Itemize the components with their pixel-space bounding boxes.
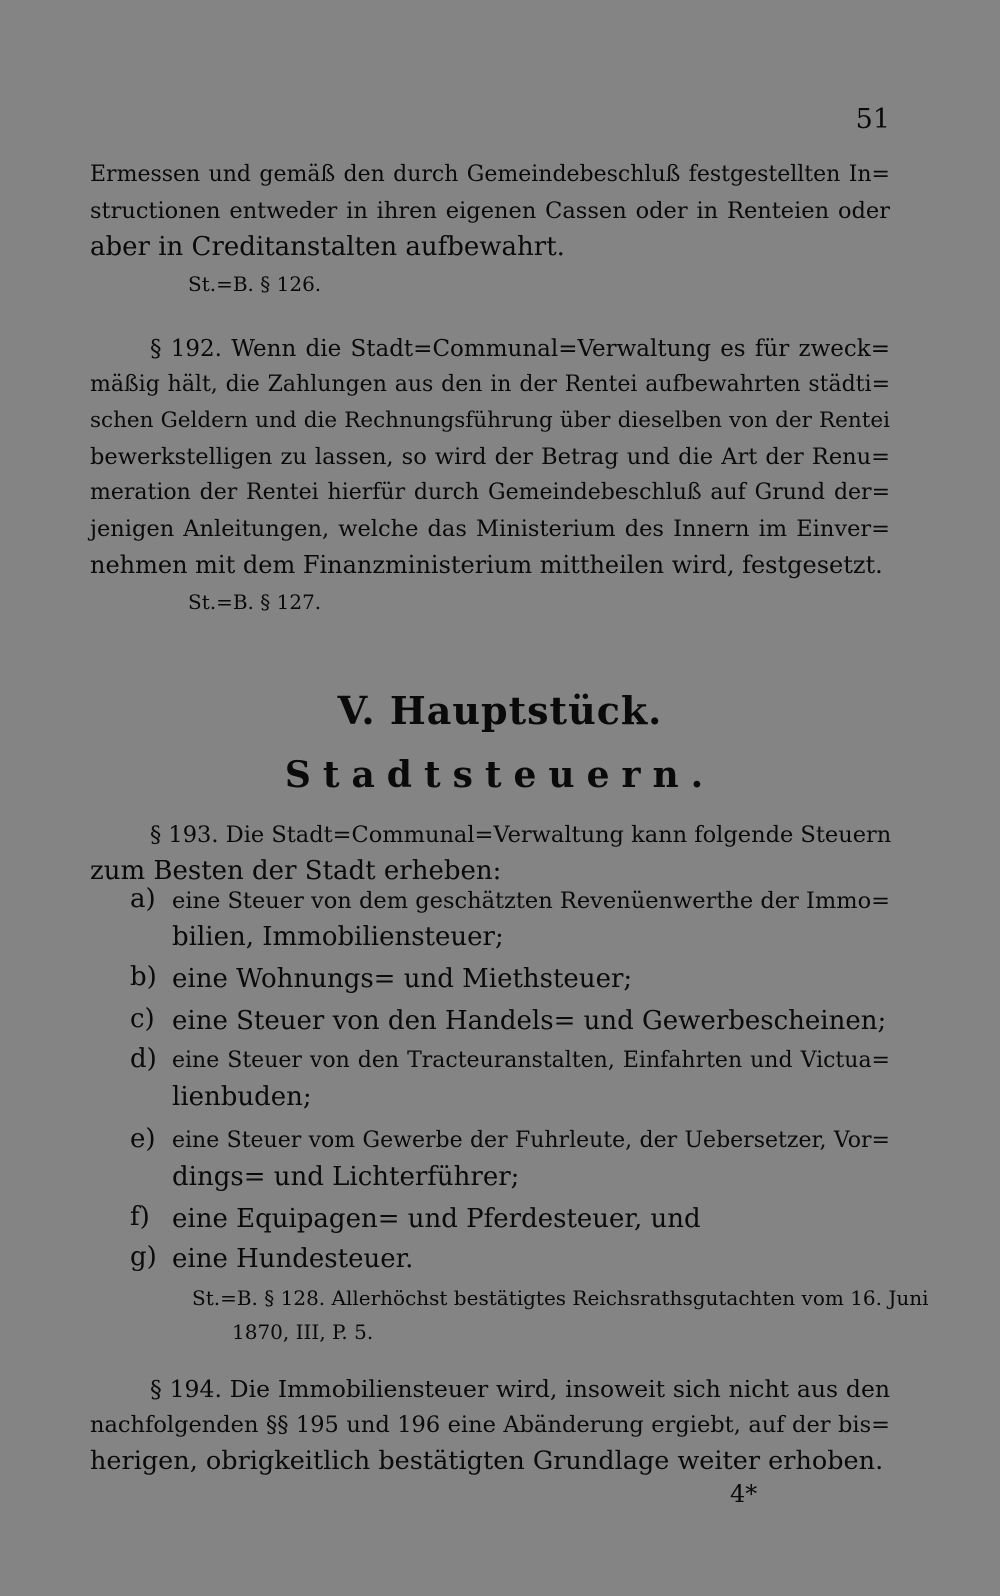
statute-citation: St.=B. § 126. (188, 272, 322, 296)
page-number: 51 (855, 104, 890, 135)
paragraph-line: meration der Rentei hierfür durch Gemeindebeschluß auf Grund der= (90, 480, 890, 505)
list-item-line: eine Steuer vom Gewerbe der Fuhrleute, der Uebersetzer, Vor= (172, 1128, 890, 1153)
paragraph-line: herigen, obrigkeitlich bestätigten Grundlage weiter erhoben. (90, 1446, 884, 1476)
statute-citation: St.=B. § 128. Allerhöchst bestätigtes Reichsrathsgutachten vom 16. Juni (192, 1286, 929, 1310)
list-item-label: e) (130, 1124, 156, 1154)
paragraph-line: zum Besten der Stadt erheben: (90, 856, 502, 886)
paragraph-line: aber in Creditanstalten aufbewahrt. (90, 232, 565, 262)
statute-citation: St.=B. § 127. (188, 590, 322, 614)
paragraph-line: § 193. Die Stadt=Communal=Verwaltung kann folgende Steuern (150, 822, 892, 848)
list-item-label: g) (130, 1242, 157, 1272)
list-item-line: lienbuden; (172, 1082, 312, 1112)
list-item-line: eine Steuer von den Tracteuranstalten, Einfahrten und Victua= (172, 1048, 890, 1073)
signature-mark: 4* (730, 1480, 758, 1508)
list-item-line: eine Hundesteuer. (172, 1244, 414, 1274)
paragraph-line: nehmen mit dem Finanzministerium mittheilen wird, festgesetzt. (90, 551, 883, 579)
list-item-line: dings= und Lichterführer; (172, 1162, 520, 1192)
list-item-line: eine Equipagen= und Pferdesteuer, und (172, 1204, 701, 1234)
section-title: Stadtsteuern. (284, 754, 716, 796)
paragraph-line: § 194. Die Immobiliensteuer wird, insoweit sich nicht aus den (150, 1375, 890, 1403)
list-item-line: eine Steuer von den Handels= und Gewerbescheinen; (172, 1006, 887, 1036)
list-item-label: a) (130, 884, 156, 914)
list-item-label: f) (130, 1202, 150, 1232)
paragraph-line: structionen entweder in ihren eigenen Cassen oder in Renteien oder (90, 198, 890, 224)
list-item-line: bilien, Immobiliensteuer; (172, 922, 504, 952)
paragraph-line: bewerkstelligen zu lassen, so wird der Betrag und die Art der Renu= (90, 444, 890, 470)
paragraph-line: jenigen Anleitungen, welche das Ministerium des Innern im Einver= (90, 516, 890, 542)
paragraph-line: nachfolgenden §§ 195 und 196 eine Abänderung ergiebt, auf der bis= (90, 1412, 890, 1438)
paragraph-line: mäßig hält, die Zahlungen aus den in der Rentei aufbewahrten städti= (90, 372, 890, 397)
paragraph-line: schen Geldern und die Rechnungsführung über dieselben von der Rentei (90, 408, 890, 433)
statute-citation: 1870, III, P. 5. (232, 1320, 374, 1344)
list-item-label: c) (130, 1004, 155, 1034)
paragraph-line: § 192. Wenn die Stadt=Communal=Verwaltung es für zweck= (150, 336, 890, 362)
list-item-label: d) (130, 1044, 157, 1074)
list-item-line: eine Steuer von dem geschätzten Revenüenwerthe der Immo= (172, 888, 890, 914)
list-item-line: eine Wohnungs= und Miethsteuer; (172, 964, 633, 994)
paragraph-line: Ermessen und gemäß den durch Gemeindebeschluß festgestellten In= (90, 162, 890, 187)
chapter-heading: V. Hauptstück. (337, 688, 663, 733)
list-item-label: b) (130, 962, 157, 992)
